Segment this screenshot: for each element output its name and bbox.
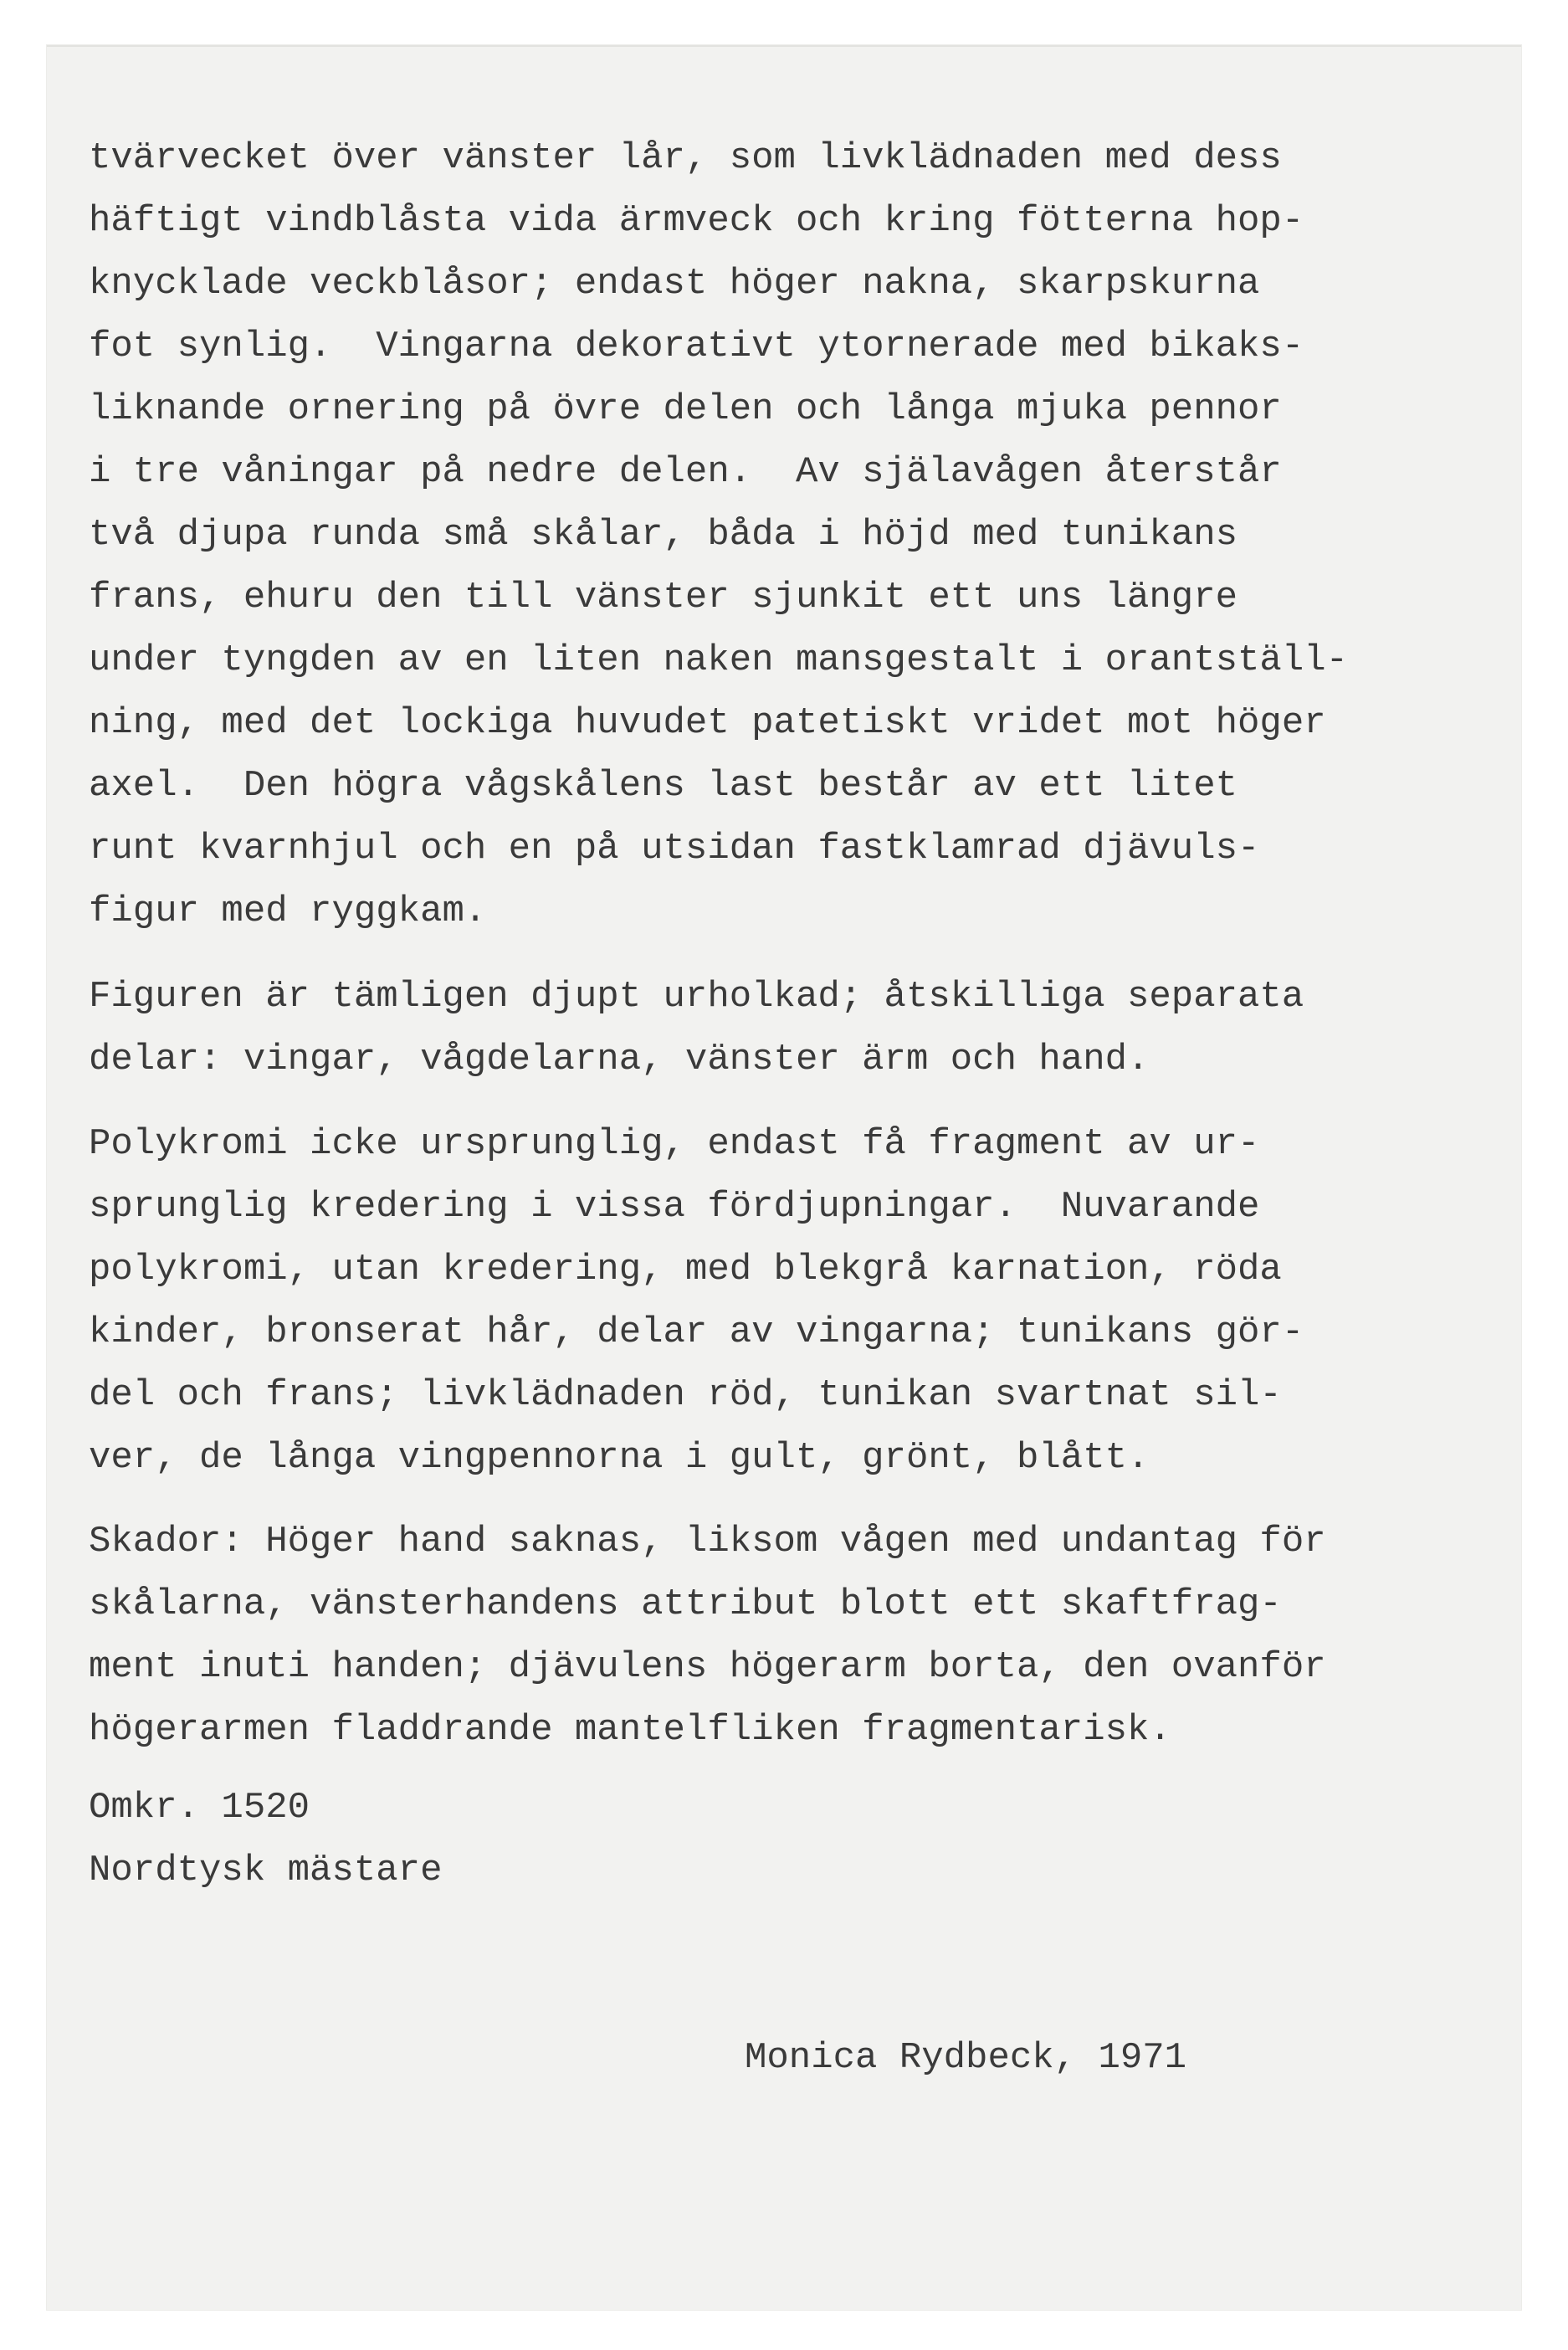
paragraph-construction [89, 966, 1511, 1091]
dating-line: Omkr. 1520 [89, 1787, 310, 1829]
author-signature: Monica Rydbeck, 1971 [745, 2037, 1187, 2079]
text-line: Figuren är tämligen djupt urholkad; åtskilliga separata [89, 976, 1304, 1018]
text-line: runt kvarnhjul och en på utsidan fastklamrad djävuls- [89, 828, 1260, 870]
text-line: knycklade veckblåsor; endast höger nakna, skarpskurna [89, 263, 1260, 305]
text-line: tvärvecket över vänster lår, som livklädnaden med dess [89, 137, 1282, 179]
text-line: polykromi, utan kredering, med blekgrå karnation, röda [89, 1249, 1282, 1290]
text-line: liknande ornering på övre delen och långa mjuka pennor [89, 388, 1282, 430]
attribution-line: Nordtysk mästare [89, 1850, 443, 1891]
paragraph-polychromy [89, 1113, 1511, 1490]
document-page [47, 45, 1521, 2310]
text-line: Polykromi icke ursprunglig, endast få fragment av ur- [89, 1123, 1260, 1165]
text-line: ver, de långa vingpennorna i gult, grönt, blått. [89, 1437, 1150, 1479]
text-line: under tyngden av en liten naken mansgestalt i orantställ- [89, 639, 1349, 681]
text-line: kinder, bronserat hår, delar av vingarna; tunikans gör- [89, 1311, 1304, 1353]
text-line: frans, ehuru den till vänster sjunkit ett uns längre [89, 577, 1238, 618]
text-line: Skador: Höger hand saknas, liksom vågen med undantag för [89, 1521, 1326, 1562]
text-line: ning, med det lockiga huvudet patetiskt vridet mot höger [89, 702, 1326, 744]
text-line: axel. Den högra vågskålens last består av ett litet [89, 765, 1238, 807]
paragraph-damages [89, 1511, 1511, 1762]
text-line: fot synlig. Vingarna dekorativt ytornerade med bikaks- [89, 326, 1304, 367]
text-line: delar: vingar, vågdelarna, vänster ärm och hand. [89, 1039, 1150, 1080]
text-line: figur med ryggkam. [89, 890, 487, 932]
paragraph-description [89, 127, 1511, 943]
text-line: i tre våningar på nedre delen. Av själavågen återstår [89, 451, 1282, 493]
text-line: högerarmen fladdrande mantelfliken fragmentarisk. [89, 1709, 1171, 1751]
text-line: två djupa runda små skålar, båda i höjd med tunikans [89, 514, 1238, 556]
paragraph-provenance [89, 1777, 1511, 1902]
document-body [89, 127, 1511, 1902]
text-line: häftigt vindblåsta vida ärmveck och kring fötterna hop- [89, 200, 1304, 242]
text-line: skålarna, vänsterhandens attribut blott ett skaftfrag- [89, 1583, 1282, 1625]
text-line: del och frans; livklädnaden röd, tunikan svartnat sil- [89, 1374, 1282, 1416]
text-line: sprunglig kredering i vissa fördjupningar. Nuvarande [89, 1186, 1260, 1228]
text-line: ment inuti handen; djävulens högerarm borta, den ovanför [89, 1646, 1326, 1688]
